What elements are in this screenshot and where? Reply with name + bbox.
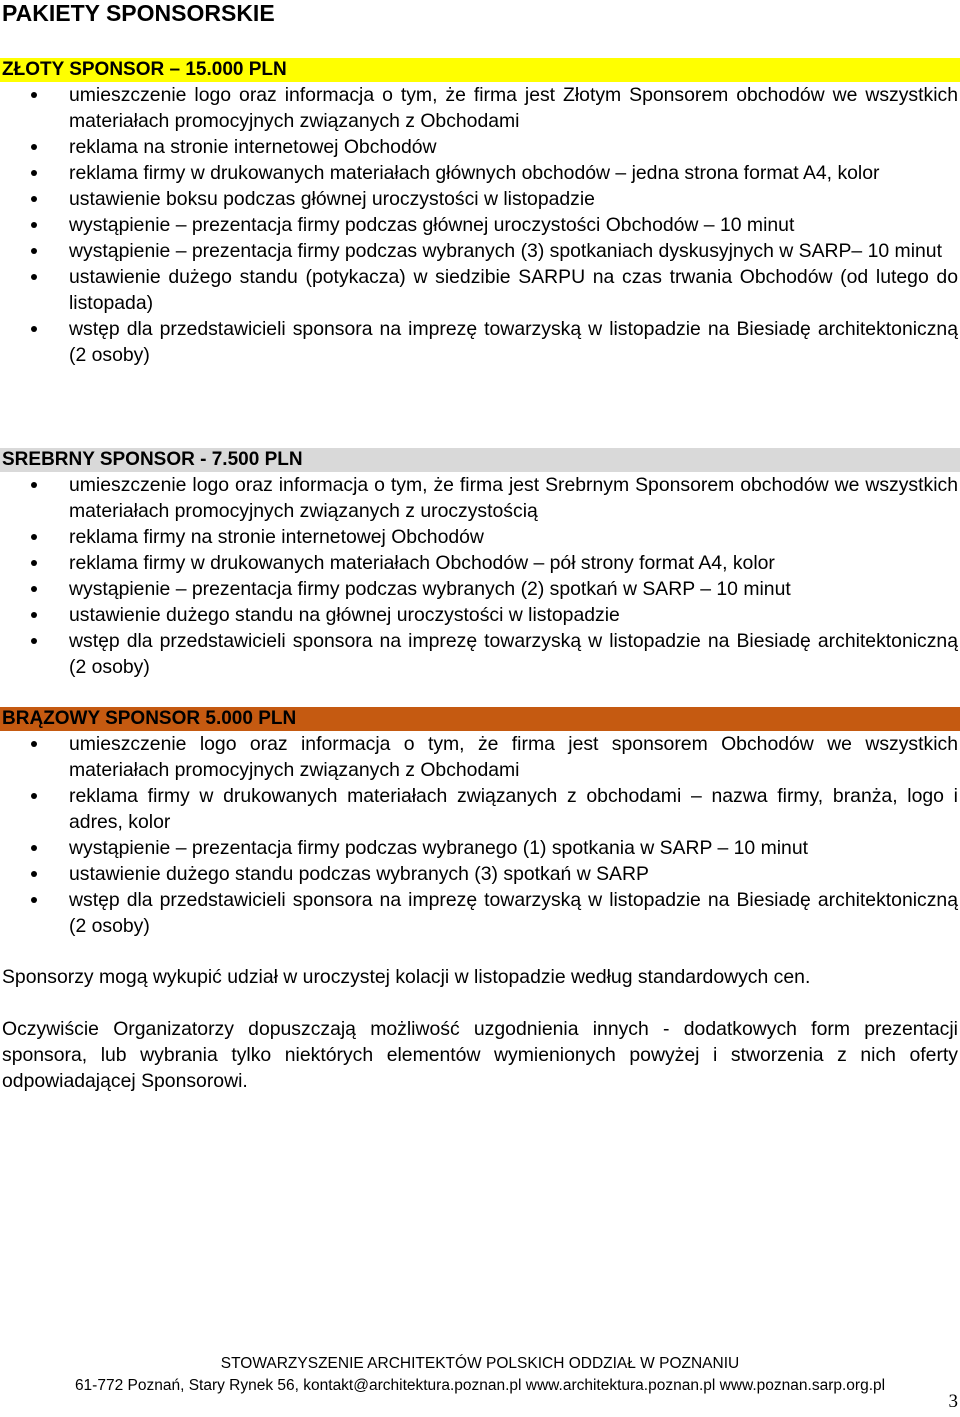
list-item-text: wstęp dla przedstawicieli sponsora na imprezę towarzyską w listopadzie na Biesiadę architektoniczną (2 osoby) xyxy=(69,318,958,366)
list-item xyxy=(0,186,960,212)
list-item-text: wystąpienie – prezentacja firmy podczas wybranych (3) spotkaniach dyskusyjnych w SARP– 10 minut xyxy=(69,240,942,262)
list-item xyxy=(0,887,960,939)
bullet-icon xyxy=(31,196,37,202)
bronze-sponsor-heading: BRĄZOWY SPONSOR 5.000 PLN xyxy=(0,707,960,731)
list-item-text: umieszczenie logo oraz informacja o tym, że firma jest sponsorem Obchodów we wszystkich materiałach promocyjnych związanych z Obchodami xyxy=(69,733,958,781)
bullet-icon xyxy=(31,534,37,540)
bullet-icon xyxy=(31,560,37,566)
gold-sponsor-list xyxy=(0,82,960,368)
bullet-icon xyxy=(31,482,37,488)
bullet-icon xyxy=(31,144,37,150)
bullet-icon xyxy=(31,326,37,332)
page-title: PAKIETY SPONSORSKIE xyxy=(2,0,275,26)
bullet-icon xyxy=(31,586,37,592)
list-item-text: reklama na stronie internetowej Obchodów xyxy=(69,136,437,158)
list-item-text: ustawienie dużego standu podczas wybranych (3) spotkań w SARP xyxy=(69,863,649,885)
list-item xyxy=(0,550,960,576)
list-item xyxy=(0,576,960,602)
list-item xyxy=(0,524,960,550)
bullet-icon xyxy=(31,170,37,176)
silver-sponsor-heading: SREBRNY SPONSOR - 7.500 PLN xyxy=(0,448,960,472)
list-item xyxy=(0,835,960,861)
list-item xyxy=(0,472,960,524)
list-item xyxy=(0,602,960,628)
bullet-icon xyxy=(31,222,37,228)
list-item xyxy=(0,134,960,160)
list-item xyxy=(0,783,960,835)
list-item xyxy=(0,731,960,783)
bronze-sponsor-list xyxy=(0,731,960,939)
silver-sponsor-section xyxy=(0,448,960,680)
page-number: 3 xyxy=(948,1391,958,1412)
list-item xyxy=(0,316,960,368)
list-item-text: wystąpienie – prezentacja firmy podczas wybranych (2) spotkań w SARP – 10 minut xyxy=(69,578,791,600)
silver-sponsor-list xyxy=(0,472,960,680)
list-item-text: reklama firmy w drukowanych materiałach związanych z obchodami – nazwa firmy, branża, logo i adres, kolor xyxy=(69,785,958,833)
list-item-text: umieszczenie logo oraz informacja o tym, że firma jest Złotym Sponsorem obchodów we wszystkich materiałach promocyjnych związanych z Obchodami xyxy=(69,84,958,132)
footer-contact: 61-772 Poznań, Stary Rynek 56, kontakt@architektura.poznan.pl www.architektura.poznan.pl www.poznan.sarp.org.pl xyxy=(74,1377,886,1394)
list-item xyxy=(0,861,960,887)
list-item-text: wstęp dla przedstawicieli sponsora na imprezę towarzyską w listopadzie na Biesiadę architektoniczną (2 osoby) xyxy=(69,630,958,678)
list-item xyxy=(0,264,960,316)
list-item-text: ustawienie dużego standu na głównej uroczystości w listopadzie xyxy=(69,604,620,626)
list-item-text: reklama firmy na stronie internetowej Obchodów xyxy=(69,526,484,548)
bullet-icon xyxy=(31,845,37,851)
list-item xyxy=(0,160,960,186)
list-item-text: reklama firmy w drukowanych materiałach Obchodów – pół strony format A4, kolor xyxy=(69,552,775,574)
additional-options-paragraph: Oczywiście Organizatorzy dopuszczają możliwość uzgodnienia innych - dodatkowych form prezentacji sponsora, lub wybrania tylko niektórych elementów wymienionych powyżej i stworzenia z nich oferty odpowiadającej Sponsorowi. xyxy=(2,1018,958,1092)
bullet-icon xyxy=(31,793,37,799)
bronze-sponsor-section xyxy=(0,707,960,939)
list-item xyxy=(0,238,960,264)
bullet-icon xyxy=(31,897,37,903)
gold-sponsor-heading: ZŁOTY SPONSOR – 15.000 PLN xyxy=(0,58,960,82)
list-item xyxy=(0,212,960,238)
list-item xyxy=(0,82,960,134)
bullet-icon xyxy=(31,612,37,618)
list-item-text: reklama firmy w drukowanych materiałach głównych obchodów – jedna strona format A4, kolor xyxy=(69,162,880,184)
gold-sponsor-section xyxy=(0,58,960,368)
list-item xyxy=(0,628,960,680)
list-item-text: wystąpienie – prezentacja firmy podczas wybranego (1) spotkania w SARP – 10 minut xyxy=(69,837,809,859)
list-item-text: ustawienie dużego standu (potykacza) w siedzibie SARPU na czas trwania Obchodów (od lutego do listopada) xyxy=(69,266,958,314)
catering-paragraph: Sponsorzy mogą wykupić udział w uroczystej kolacji w listopadzie według standardowych cen. xyxy=(2,966,811,988)
list-item-text: umieszczenie logo oraz informacja o tym, że firma jest Srebrnym Sponsorem obchodów we wszystkich materiałach promocyjnych związanych z uroczystością xyxy=(69,474,958,522)
bullet-icon xyxy=(31,274,37,280)
list-item-text: wystąpienie – prezentacja firmy podczas głównej uroczystości Obchodów – 10 minut xyxy=(69,214,795,236)
bullet-icon xyxy=(31,248,37,254)
footer-organization: STOWARZYSZENIE ARCHITEKTÓW POLSKICH ODDZIAŁ W POZNANIU xyxy=(220,1355,740,1372)
bullet-icon xyxy=(31,638,37,644)
bullet-icon xyxy=(31,871,37,877)
bullet-icon xyxy=(31,741,37,747)
list-item-text: wstęp dla przedstawicieli sponsora na imprezę towarzyską w listopadzie na Biesiadę architektoniczną (2 osoby) xyxy=(69,889,958,937)
bullet-icon xyxy=(31,92,37,98)
list-item-text: ustawienie boksu podczas głównej uroczystości w listopadzie xyxy=(69,188,595,210)
